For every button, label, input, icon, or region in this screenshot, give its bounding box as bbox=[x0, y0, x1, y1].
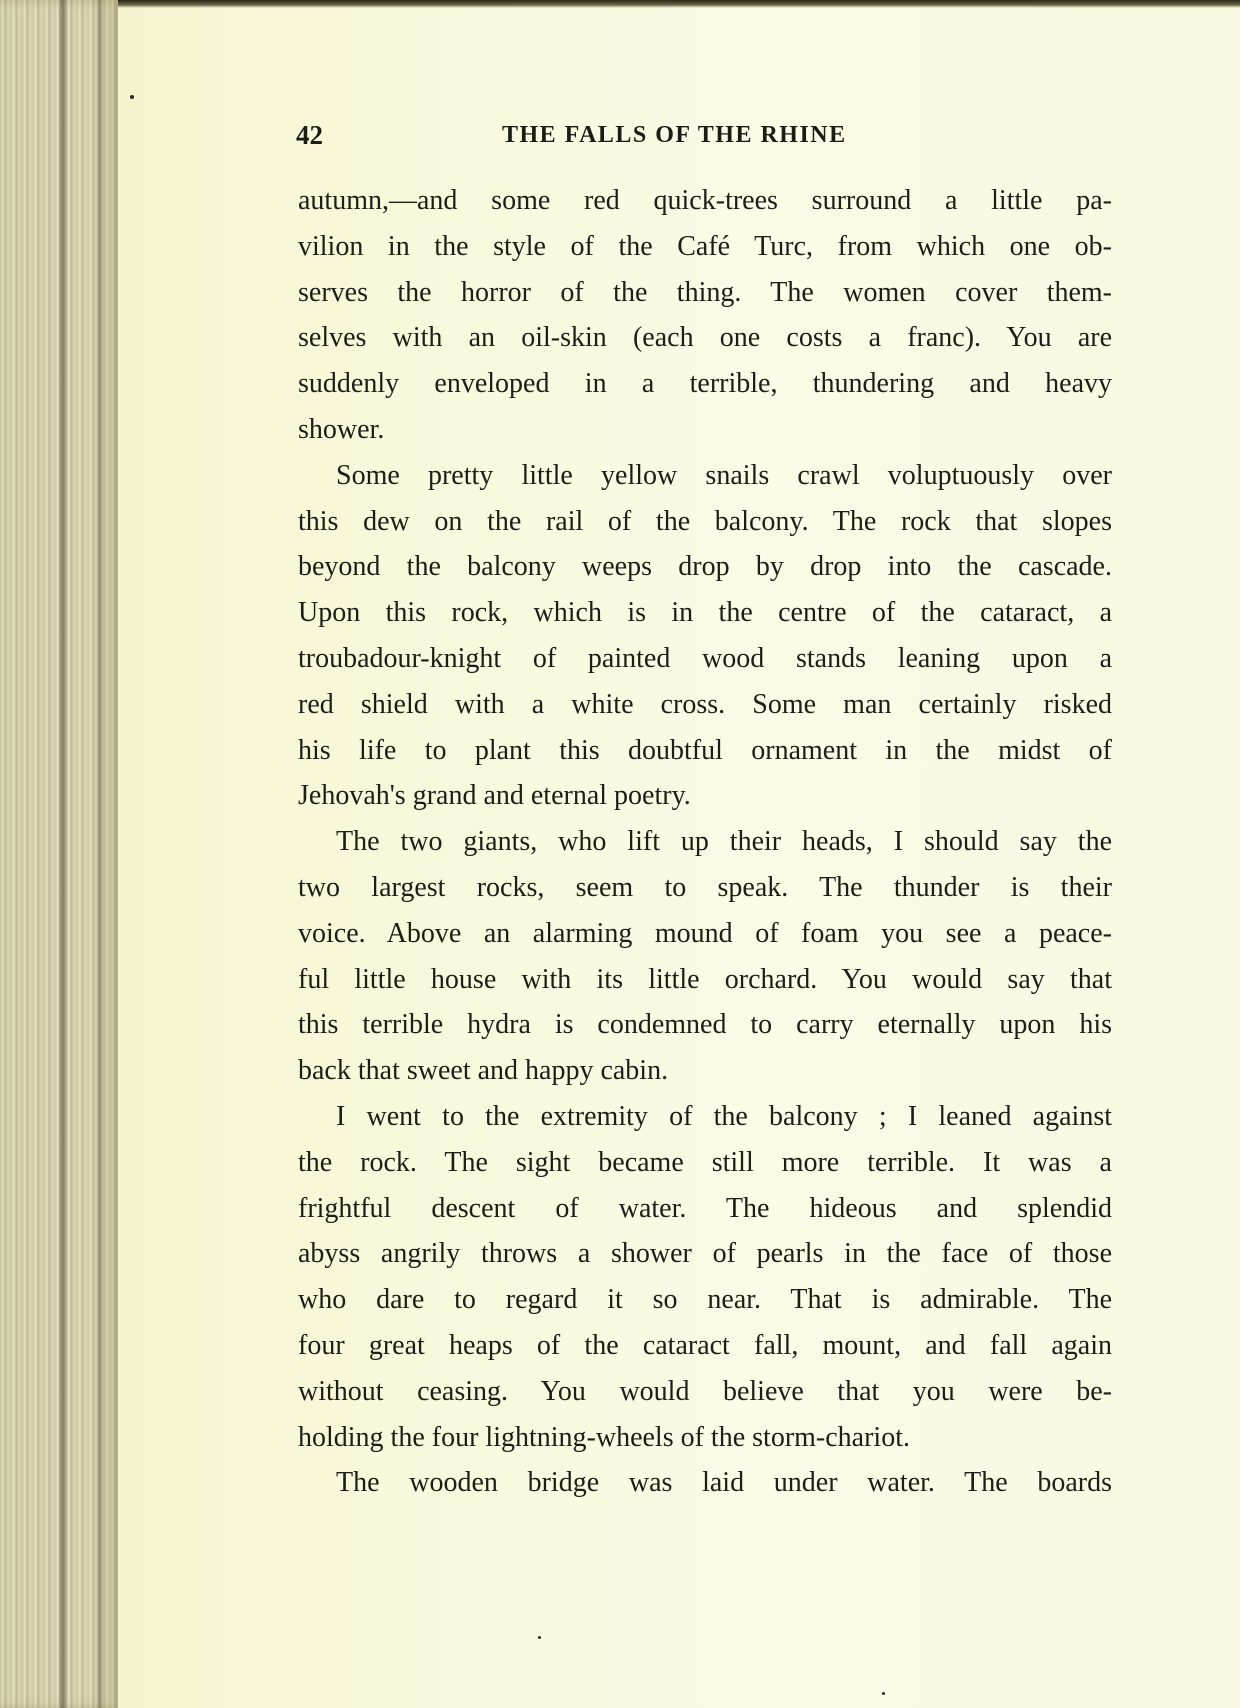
text-line: selves with an oil-skin (each one costs a franc). You are bbox=[298, 322, 1112, 354]
page-number: 42 bbox=[296, 120, 323, 150]
text-line: this dew on the rail of the balcony. The rock that slopes bbox=[298, 505, 1112, 537]
text-line: this terrible hydra is condemned to carry eternally upon his bbox=[298, 1009, 1112, 1041]
text-line: two largest rocks, seem to speak. The thunder is their bbox=[298, 871, 1112, 903]
text-line: suddenly enveloped in a terrible, thundering and heavy bbox=[298, 368, 1112, 400]
text-line: frightful descent of water. The hideous and splendid bbox=[298, 1192, 1112, 1224]
text-line: vilion in the style of the Café Turc, from which one ob- bbox=[298, 230, 1112, 262]
text-line: the rock. The sight became still more terrible. It was a bbox=[298, 1146, 1112, 1178]
text-line: ful little house with its little orchard. You would say that bbox=[298, 963, 1112, 995]
text-line: I went to the extremity of the balcony ; I leaned against bbox=[336, 1100, 1112, 1132]
paper-speck bbox=[882, 1692, 885, 1695]
text-line: red shield with a white cross. Some man certainly risked bbox=[298, 688, 1112, 720]
text-line: Some pretty little yellow snails crawl voluptuously over bbox=[336, 459, 1112, 491]
text-line: back that sweet and happy cabin. bbox=[298, 1055, 669, 1087]
text-line: troubadour-knight of painted wood stands leaning upon a bbox=[298, 642, 1112, 674]
text-line: four great heaps of the cataract fall, mount, and fall again bbox=[298, 1329, 1112, 1361]
text-line: beyond the balcony weeps drop by drop into the cascade. bbox=[298, 551, 1112, 583]
text-line: Jehovah's grand and eternal poetry. bbox=[298, 780, 691, 812]
page-top-edge bbox=[0, 0, 1240, 8]
body-text bbox=[298, 178, 1112, 1506]
running-title: THE FALLS OF THE RHINE bbox=[502, 122, 847, 148]
text-line: abyss angrily throws a shower of pearls in the face of those bbox=[298, 1238, 1112, 1270]
binding-shadow bbox=[58, 0, 68, 1708]
text-line: autumn,—and some red quick-trees surround a little pa- bbox=[298, 185, 1112, 216]
paper-speck bbox=[130, 95, 134, 99]
text-line: Upon this rock, which is in the centre of the cataract, a bbox=[298, 597, 1112, 629]
binding-fold bbox=[96, 0, 104, 1708]
text-line: The two giants, who lift up their heads, I should say the bbox=[336, 826, 1112, 858]
text-line: his life to plant this doubtful ornament in the midst of bbox=[298, 734, 1112, 766]
text-line: serves the horror of the thing. The women cover them- bbox=[298, 276, 1112, 308]
text-line: voice. Above an alarming mound of foam you see a peace- bbox=[298, 917, 1112, 949]
text-line: without ceasing. You would believe that you were be- bbox=[298, 1375, 1112, 1407]
running-head bbox=[296, 120, 1116, 160]
text-line: shower. bbox=[298, 413, 385, 445]
paper-speck bbox=[538, 1636, 541, 1639]
text-line: holding the four lightning-wheels of the storm-chariot. bbox=[298, 1421, 910, 1453]
text-line: who dare to regard it so near. That is admirable. The bbox=[298, 1284, 1112, 1316]
text-line: The wooden bridge was laid under water. The boards bbox=[336, 1467, 1112, 1499]
